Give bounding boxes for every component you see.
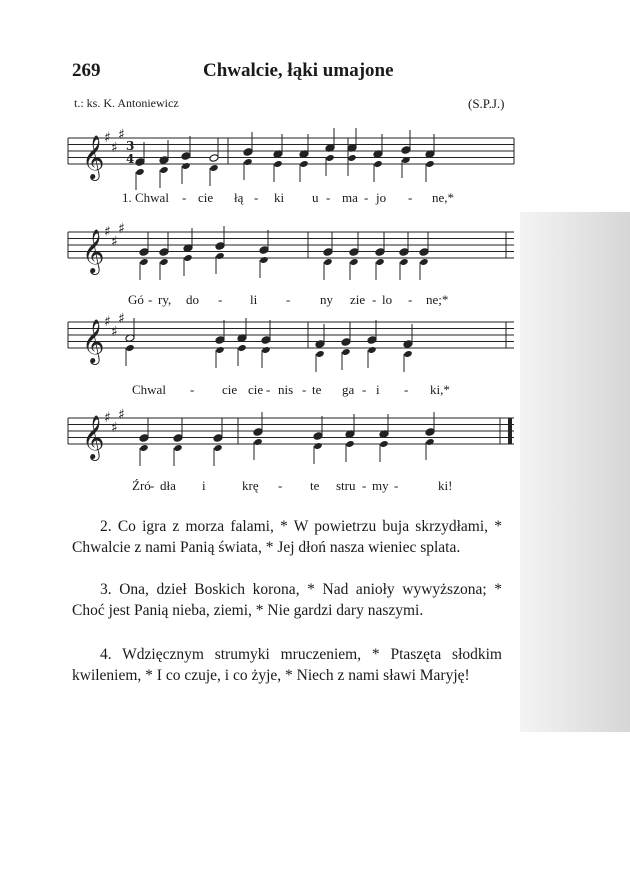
svg-text:♯: ♯ (118, 220, 125, 237)
scan-shadow-edge (520, 212, 630, 732)
syllable: - (278, 478, 283, 493)
svg-text:𝄞: 𝄞 (82, 415, 105, 459)
syllable: - (326, 190, 331, 205)
syllable: krę (242, 478, 259, 493)
syllable: 1. Chwal (122, 190, 169, 205)
verse-text: 3. Ona, dzieł Boskich korona, * Nad anioły wywyższona; * Choć jest Panią nieba, ziemi, * Nie gardzi dary naszymi. (72, 581, 502, 619)
syllable: - (302, 382, 307, 397)
staff-notation-3 (68, 312, 514, 372)
svg-text:♯: ♯ (104, 224, 111, 240)
syllable: - (286, 292, 291, 307)
music-staff-4 (68, 408, 514, 468)
syllable: i (376, 382, 380, 397)
syllable: Gó (128, 292, 144, 307)
svg-text:♯: ♯ (111, 419, 118, 436)
svg-text:𝄞: 𝄞 (82, 319, 105, 363)
syllable: ki! (438, 478, 453, 493)
svg-text:♯: ♯ (111, 323, 118, 340)
syllable: li (250, 292, 258, 307)
text-author: t.: ks. K. Antoniewicz (74, 96, 179, 110)
verse-4 (72, 645, 502, 686)
music-staff-2 (68, 222, 514, 282)
syllable: - (364, 190, 369, 205)
syllable: my (372, 478, 389, 493)
verse-text: 2. Co igra z morza falami, * W powietrzu buja skrzydłami, * Chwalcie z nami Panią świata, * Jej dłoń nasza wieniec splata. (72, 518, 502, 556)
music-staff-1 (68, 128, 514, 188)
svg-text:𝄞: 𝄞 (82, 135, 105, 179)
syllable: - (254, 190, 259, 205)
syllable: - (148, 292, 153, 307)
hymn-title: Chwalcie, łąki umajone (203, 60, 394, 81)
svg-text:3: 3 (126, 138, 135, 153)
music-staff-3 (68, 312, 514, 372)
melody-source: (S.P.J.) (468, 96, 505, 111)
svg-text:♯: ♯ (118, 310, 125, 327)
syllable: ma (342, 190, 358, 205)
syllable: Chwal (132, 382, 166, 397)
syllable: - (372, 292, 377, 307)
staff-notation-4 (68, 408, 514, 468)
syllable: - (408, 190, 413, 205)
syllable: - (182, 190, 187, 205)
syllable: jo (376, 190, 387, 205)
syllable: do (186, 292, 199, 307)
syllable: - (408, 292, 413, 307)
syllable: - (190, 382, 195, 397)
syllable: - (404, 382, 409, 397)
syllable: u (312, 190, 319, 205)
svg-text:𝄞: 𝄞 (82, 229, 105, 273)
syllable: dła (160, 478, 176, 493)
syllable: ne;* (426, 292, 449, 307)
syllable: stru (336, 478, 356, 493)
verse-text: 4. Wdzięcznym strumyki mruczeniem, * Ptaszęta słodkim kwileniem, * I co czuje, i co żyje, * Niech z nami sławi Maryję! (72, 646, 502, 684)
syllable: cie (198, 190, 214, 205)
svg-text:4: 4 (126, 151, 135, 166)
syllable: ki,* (430, 382, 450, 397)
syllable: nis (278, 382, 294, 397)
staff-notation-2 (68, 222, 514, 282)
syllable: - (362, 382, 367, 397)
syllable: cie (222, 382, 238, 397)
syllable: ga (342, 382, 355, 397)
syllable: lo (382, 292, 393, 307)
svg-text:♯: ♯ (111, 139, 118, 156)
svg-text:♯: ♯ (118, 126, 125, 143)
syllable: ny (320, 292, 333, 307)
svg-text:♯: ♯ (104, 314, 111, 330)
svg-text:♯: ♯ (104, 410, 111, 426)
verse-2 (72, 517, 502, 558)
svg-text:♯: ♯ (104, 130, 111, 146)
syllable: zie (350, 292, 366, 307)
syllable: i (202, 478, 206, 493)
syllable: - (394, 478, 399, 493)
svg-text:♯: ♯ (118, 406, 125, 423)
syllable: te (310, 478, 320, 493)
syllable: - (266, 382, 271, 397)
syllable: - (362, 478, 367, 493)
staff-notation-1 (68, 128, 514, 188)
syllable: ki (274, 190, 285, 205)
syllable: - (150, 478, 155, 493)
syllable: - (218, 292, 223, 307)
syllable: łą (234, 190, 244, 205)
syllable: Źró (132, 478, 151, 493)
syllable: ry, (158, 292, 172, 307)
syllable: cie (248, 382, 264, 397)
page-number: 269 (72, 60, 101, 81)
svg-text:♯: ♯ (111, 233, 118, 250)
verse-3 (72, 580, 502, 621)
syllable: ne,* (432, 190, 455, 205)
syllable: te (312, 382, 322, 397)
